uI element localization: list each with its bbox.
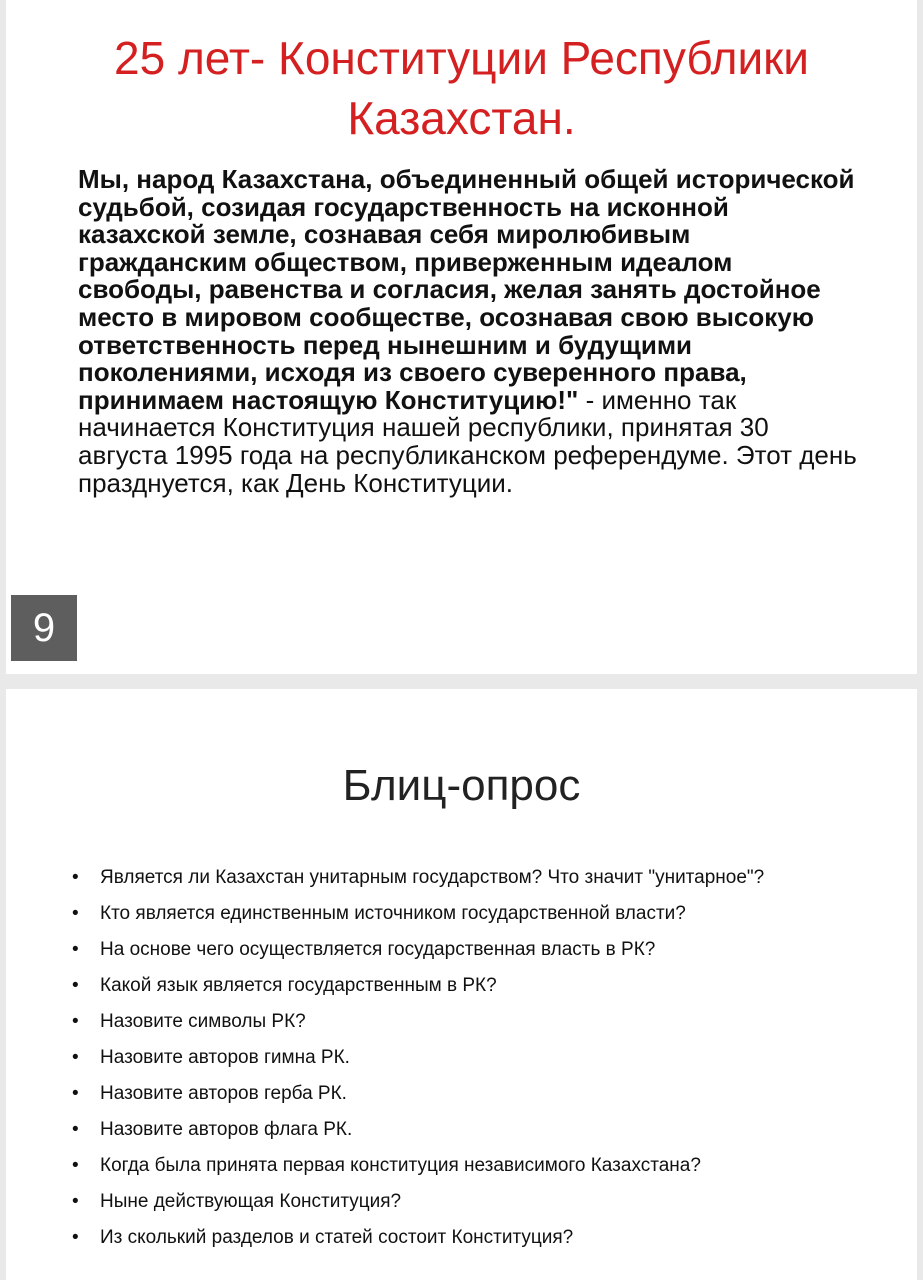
page-number-badge: 9 [11,595,77,661]
slide-constitution [6,0,917,674]
bullet-icon: • [72,1119,79,1140]
list-item [72,902,862,925]
question-text: На основе чего осуществляется государственная власть в РК? [100,939,656,960]
constitution-description: - именно так начинается Конституция нашей республики, принятая 30 августа 1995 года на республиканском референдуме. Этот день празднуется, как День Конституции. [78,384,857,498]
bullet-icon: • [72,1011,79,1032]
question-text: Из сколький разделов и статей состоит Конституция? [100,1227,574,1248]
list-item [72,866,862,889]
slide-title: 25 лет- Конституции Республики Казахстан. [114,32,809,144]
bullet-icon: • [72,1191,79,1212]
bullet-icon: • [72,1047,79,1068]
bullet-icon: • [72,903,79,924]
constitution-preamble-quote: Мы, народ Казахстана, объединенный общей исторической судьбой, созидая государственность на исконной казахской земле, сознавая себя миролюбивым гражданским обществом, приверженным идеалом свободы, равенства и согласия, желая занять достойное место в мировом сообществе, осознавая свою высокую ответственность перед нынешним и будущими поколениями, исходя из своего суверенного права, принимаем настоящую Конституцию!" [78,164,855,415]
question-text: Кто является единственным источником государственной власти? [100,903,686,924]
question-text: Является ли Казахстан унитарным государством? Что значит "унитарное"? [100,867,765,888]
list-item [72,1046,862,1069]
question-list [72,866,862,1262]
list-item [72,1118,862,1141]
question-text: Какой язык является государственным в РК? [100,975,497,996]
question-text: Назовите авторов герба РК. [100,1083,347,1104]
bullet-icon: • [72,975,79,996]
question-text: Когда была принята первая конституция независимого Казахстана? [100,1155,701,1176]
bullet-icon: • [72,1227,79,1248]
list-item [72,1082,862,1105]
slide-blitz-quiz [6,689,917,1280]
question-text: Назовите авторов флага РК. [100,1119,353,1140]
bullet-icon: • [72,1083,79,1104]
slide-title: Блиц-опрос [342,761,581,810]
question-text: Ныне действующая Конституция? [100,1191,402,1212]
list-item [72,1190,862,1213]
list-item [72,938,862,961]
question-text: Назовите авторов гимна РК. [100,1047,350,1068]
bullet-icon: • [72,867,79,888]
list-item [72,1010,862,1033]
list-item [72,974,862,997]
list-item [72,1226,862,1249]
bullet-icon: • [72,1155,79,1176]
bullet-icon: • [72,939,79,960]
slide-body-text [78,166,858,497]
list-item [72,1154,862,1177]
question-text: Назовите символы РК? [100,1011,306,1032]
